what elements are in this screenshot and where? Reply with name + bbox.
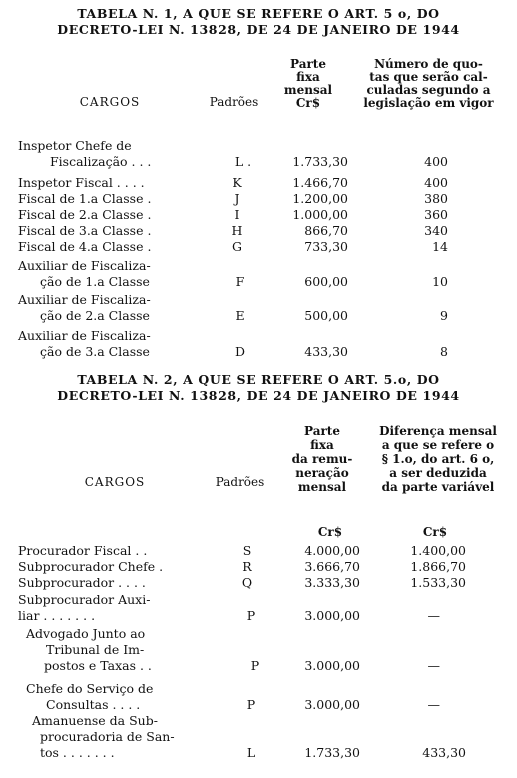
table1-row-padrao: G <box>232 239 242 254</box>
table1-title-line2: DECRETO-LEI N. 13828, DE 24 DE JANEIRO DE 1944 <box>57 22 460 37</box>
table2-title-line2: DECRETO-LEI N. 13828, DE 24 DE JANEIRO DE 1944 <box>57 388 460 403</box>
table2-row-padrao: P <box>246 697 256 712</box>
table1-row-quotas: 380 <box>424 191 448 206</box>
cargo-line: Advogado Junto ao <box>26 626 146 641</box>
cargo-line: postos e Taxas . . <box>44 658 152 673</box>
table1-row-cargo <box>18 328 218 360</box>
table2-row-diferenca: — <box>427 608 440 623</box>
table1-row-cargo: Fiscal de 4.a Classe . <box>18 239 152 254</box>
table1-row-padrao: D <box>234 344 246 359</box>
table1-row-padrao: K <box>232 175 242 190</box>
header-line: Diferença mensal <box>379 424 497 438</box>
header-line: da parte variável <box>381 480 495 494</box>
table2-row-cargo <box>18 592 218 624</box>
header-line: Parte <box>290 57 326 71</box>
cargo-line: ção de 2.a Classe <box>40 308 150 323</box>
table1-row-fixa: 733,30 <box>304 239 348 254</box>
table1-row-quotas: 9 <box>440 308 448 323</box>
table2-row-fixa: 1.733,30 <box>304 745 360 760</box>
table1-row-quotas: 400 <box>424 154 448 169</box>
table1-row-padrao: I <box>234 207 240 222</box>
table1-header-numero-quotas <box>346 58 511 110</box>
table1-row-quotas: 14 <box>432 239 448 254</box>
header-line: mensal <box>283 83 333 97</box>
cargo-line: ção de 1.a Classe <box>40 274 150 289</box>
table1-title-line1: TABELA N. 1, A QUE SE REFERE O ART. 5 o, DO <box>77 6 440 21</box>
cargo-line: Consultas . . . . <box>46 697 141 712</box>
table2-row-cargo: Subprocurador . . . . <box>18 575 146 590</box>
table1-row-cargo <box>18 292 218 324</box>
table2-currency-fixa: Cr$ <box>317 525 343 539</box>
cargo-line: Subprocurador Auxi- <box>18 592 151 607</box>
table2-row-fixa: 3.666,70 <box>304 559 360 574</box>
table1-row-padrao: E <box>235 308 245 323</box>
table2-header-cargos: CARGOS <box>84 475 146 489</box>
table2-row-padrao: P <box>246 608 256 623</box>
table2-row-cargo <box>18 713 218 761</box>
table1-row-fixa: 1.466,70 <box>292 175 348 190</box>
table2-row-padrao: R <box>242 559 252 574</box>
table2-row-padrao: L <box>246 745 256 760</box>
table2-title-line1: TABELA N. 2, A QUE SE REFERE O ART. 5.o, DO <box>77 372 440 387</box>
table1-row-fixa: 600,00 <box>304 274 348 289</box>
table2-row-padrao: S <box>242 543 252 558</box>
table1-row-cargo <box>18 258 218 290</box>
cargo-line: Auxiliar de Fiscaliza- <box>18 258 151 273</box>
table1-row-cargo: Fiscal de 2.a Classe . <box>18 207 152 222</box>
cargo-line: Tribunal de Im- <box>46 642 145 657</box>
table2-row-diferenca: — <box>427 658 440 673</box>
header-line: fixa <box>296 70 320 84</box>
cargo-line: Amanuense da Sub- <box>32 713 158 728</box>
table2-header-parte-fixa <box>282 424 362 494</box>
table2-row-cargo <box>18 681 218 713</box>
cargo-line: Chefe do Serviço de <box>26 681 154 696</box>
table1-row-quotas: 340 <box>424 223 448 238</box>
header-line: da remu- <box>291 452 353 466</box>
table1-row-quotas: 400 <box>424 175 448 190</box>
header-line: culadas segundo a <box>366 83 491 97</box>
cargo-line: tos . . . . . . . <box>40 745 115 760</box>
table2-row-diferenca: 1.533,30 <box>410 575 466 590</box>
header-line: Parte <box>304 424 340 438</box>
table2-row-diferenca: 433,30 <box>422 745 466 760</box>
table2-row-cargo: Procurador Fiscal . . <box>18 543 148 558</box>
table1-header-cargos: CARGOS <box>79 95 141 109</box>
header-line: Cr$ <box>295 96 321 110</box>
table1-row-cargo <box>18 138 218 170</box>
table2-row-cargo <box>18 626 218 674</box>
table2-row-fixa: 3.000,00 <box>304 658 360 673</box>
table1-header-padroes: Padrões <box>209 95 259 109</box>
table2-row-diferenca: 1.400,00 <box>410 543 466 558</box>
table2-header-diferenca <box>362 424 514 494</box>
cargo-line: Fiscalização . . . <box>50 154 152 169</box>
table2-row-fixa: 3.333,30 <box>304 575 360 590</box>
table1-header-parte-fixa <box>268 58 348 110</box>
table1-row-padrao: J <box>234 191 240 206</box>
table1-row-fixa: 1.200,00 <box>292 191 348 206</box>
table2-row-padrao: Q <box>241 575 253 590</box>
table2-row-cargo: Subprocurador Chefe . <box>18 559 164 574</box>
cargo-line: Inspetor Chefe de <box>18 138 132 153</box>
table1-row-padrao: F <box>235 274 245 289</box>
table2-row-fixa: 4.000,00 <box>304 543 360 558</box>
table1-row-quotas: 8 <box>440 344 448 359</box>
table1-row-fixa: 1.000,00 <box>292 207 348 222</box>
header-line: legislação em vigor <box>363 96 494 110</box>
cargo-line: Auxiliar de Fiscaliza- <box>18 328 151 343</box>
header-line: fixa <box>310 438 334 452</box>
table1-row-fixa: 866,70 <box>304 223 348 238</box>
table2-currency-diferenca: Cr$ <box>422 525 448 539</box>
table1-row-cargo: Fiscal de 3.a Classe . <box>18 223 152 238</box>
table1-row-padrao: L . <box>234 154 252 169</box>
table2-row-fixa: 3.000,00 <box>304 608 360 623</box>
cargo-line: Auxiliar de Fiscaliza- <box>18 292 151 307</box>
header-line: a ser deduzida <box>389 466 487 480</box>
table2-header-padroes: Padrões <box>215 475 265 489</box>
table1-row-fixa: 1.733,30 <box>292 154 348 169</box>
table1-row-quotas: 360 <box>424 207 448 222</box>
header-line: Número de quo- <box>374 57 483 71</box>
cargo-line: liar . . . . . . . <box>18 608 96 623</box>
header-line: § 1.o, do art. 6 o, <box>381 452 495 466</box>
table2-row-padrao: P <box>250 658 260 673</box>
header-line: a que se refere o <box>381 438 495 452</box>
table1-row-fixa: 500,00 <box>304 308 348 323</box>
table1-row-quotas: 10 <box>432 274 448 289</box>
cargo-line: procuradoria de San- <box>40 729 175 744</box>
table1-row-cargo: Inspetor Fiscal . . . . <box>18 175 145 190</box>
header-line: tas que serão cal- <box>369 70 488 84</box>
table1-row-fixa: 433,30 <box>304 344 348 359</box>
table1-row-padrao: H <box>231 223 243 238</box>
cargo-line: ção de 3.a Classe <box>40 344 150 359</box>
table2-row-diferenca: — <box>427 697 440 712</box>
table2-row-diferenca: 1.866,70 <box>410 559 466 574</box>
header-line: neração <box>295 466 349 480</box>
header-line: mensal <box>297 480 347 494</box>
table1-row-cargo: Fiscal de 1.a Classe . <box>18 191 152 206</box>
table2-row-fixa: 3.000,00 <box>304 697 360 712</box>
